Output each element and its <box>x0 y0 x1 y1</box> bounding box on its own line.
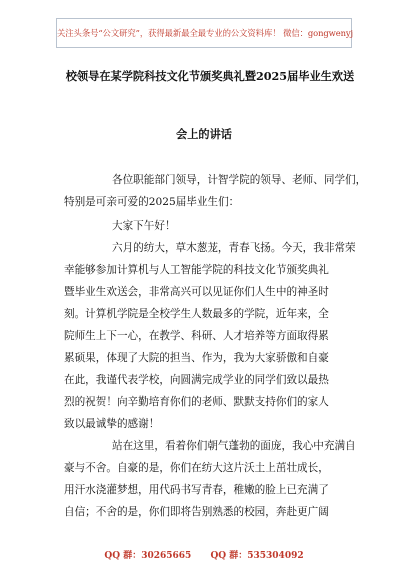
footer <box>0 548 408 561</box>
paragraph-line: 院师生上下一心，在教学、科研、人才培养等方面取得累 <box>64 330 329 342</box>
paragraph-line: 特别是可亲可爱的2025届毕业生们： <box>64 196 240 208</box>
paragraph-line: 六月的纺大，草木葱茏，青春飞扬。今天，我非常荣 <box>112 242 356 254</box>
paragraph <box>88 215 344 237</box>
paragraph <box>64 237 356 435</box>
paragraph-line: 大家下午好！ <box>112 220 176 232</box>
paragraph-line: 自信；不舍的是，你们即将告别熟悉的校园，奔赴更广阔 <box>64 506 329 518</box>
header-banner-box <box>56 18 352 48</box>
paragraph-line: 致以最诚挚的感谢！ <box>64 418 160 430</box>
paragraph <box>64 435 356 523</box>
paragraph-line: 用汗水浇灌梦想，用代码书写青春，稚嫩的脸上已充满了 <box>64 484 329 496</box>
header-banner-text: 关注头条号“公文研究”，获得最新最全最专业的公文资料库！ 微信：gongwenyj <box>57 28 354 38</box>
paragraph-line: 在此，我谨代表学校，向圆满完成学业的同学们致以最热 <box>64 374 329 386</box>
footer-qq-group-2: QQ 群：535304092 <box>210 551 304 561</box>
paragraph-line: 幸能够参加计算机与人工智能学院的科技文化节颁奖典礼 <box>64 264 329 276</box>
paragraph <box>64 169 367 213</box>
paragraph-line: 刻。计算机学院是全校学生人数最多的学院，近年来，全 <box>64 308 329 320</box>
paragraph-line: 累硕果，体现了大院的担当、作为，我为大家骄傲和自豪 <box>64 352 329 364</box>
footer-qq-group-1: QQ 群：30265665 <box>104 551 192 561</box>
paragraph-line: 站在这里，看着你们朝气蓬勃的面庞，我心中充满自 <box>112 440 356 452</box>
paragraph-line: 烈的祝贺！向辛勤培育你们的老师、默默支持你们的家人 <box>64 396 329 408</box>
document-title-line-1: 校领导在某学院科技文化节颁奖典礼暨2025届毕业生欢送 <box>65 69 355 83</box>
document-title-line-2: 会上的讲话 <box>176 127 232 141</box>
paragraph-line: 豪与不舍。自豪的是，你们在纺大这片沃土上茁壮成长， <box>64 462 329 474</box>
paragraph-line: 暨毕业生欢送会，非常高兴可以见证你们人生中的神圣时 <box>64 286 329 298</box>
paragraph-line: 各位职能部门领导，计智学院的领导、老师、同学们， <box>112 174 367 186</box>
